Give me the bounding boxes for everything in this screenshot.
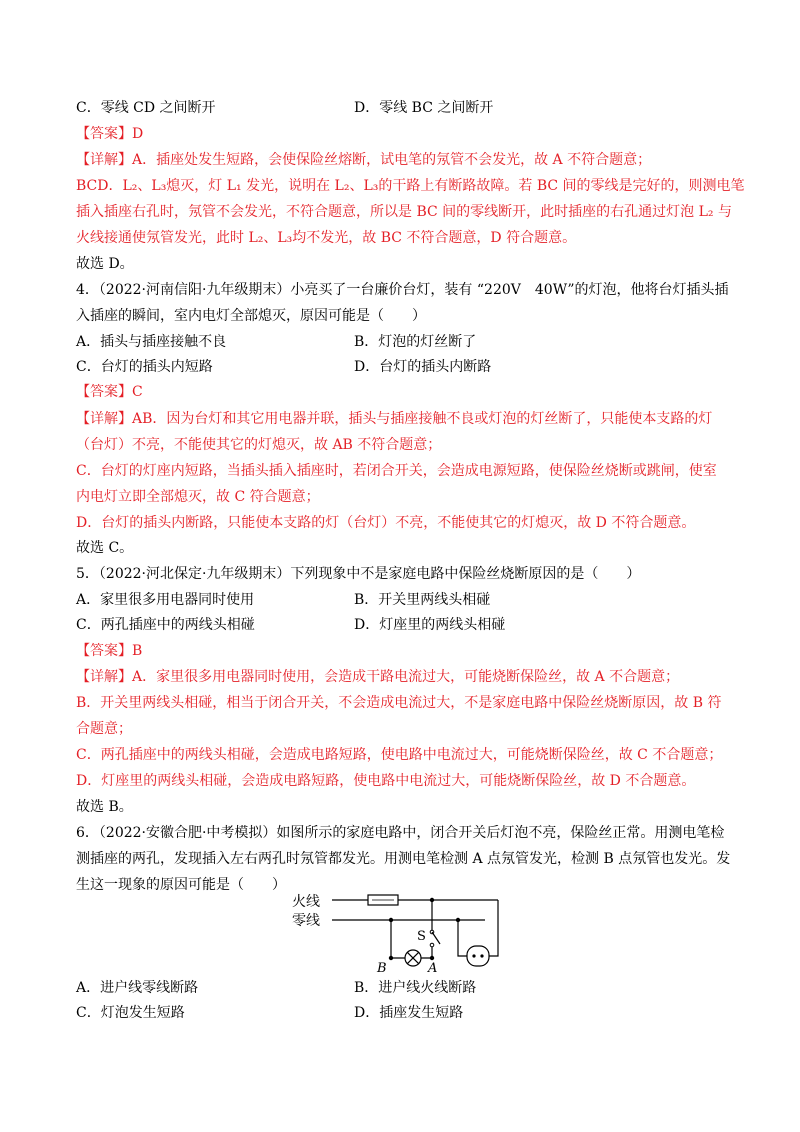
q4-explanation-line: 内电灯立即全部熄灭，故 C 符合题意； [76, 489, 320, 505]
q5-stem: 5．（2022·河北保定·九年级期末）下列现象中不是家庭电路中保险丝烧断原因的是（ ） [76, 566, 641, 582]
q5-conclusion: 故选 B。 [76, 799, 133, 815]
q6-stem: 6．（2022·安徽合肥·中考模拟）如图所示的家庭电路中，闭合开关后灯泡不亮，保险丝正常。用测电笔检 [76, 825, 725, 841]
q4-option-d: D．台灯的插头内断路 [354, 359, 492, 375]
q6-option-d: D．插座发生短路 [354, 1005, 464, 1021]
q6-option-c: C．灯泡发生短路 [76, 1005, 185, 1021]
point-a-label: A [428, 961, 438, 976]
q4-option-b: B．灯泡的灯丝断了 [354, 334, 477, 350]
q3-explanation-line: BCD．L₂、L₃熄灭，灯 L₁ 发光，说明在 L₂、L₃的干路上有断路故障。若 BC 间的零线是完好的，则测电笔 [76, 178, 745, 194]
q5-option-c: C．两孔插座中的两线头相碰 [76, 617, 255, 633]
q4-option-c: C．台灯的插头内短路 [76, 359, 213, 375]
q5-option-a: A．家里很多用电器同时使用 [76, 592, 255, 608]
q4-option-a: A．插头与插座接触不良 [76, 334, 227, 350]
lamp-branch-wire [391, 920, 405, 958]
switch-icon [430, 900, 440, 947]
q4-conclusion: 故选 C。 [76, 540, 134, 556]
q5-answer: 【答案】B [76, 643, 143, 659]
q6-option-b: B．进户线火线断路 [354, 980, 477, 996]
lamp-branch-wire [421, 946, 432, 958]
q3-explanation-line: 插入插座右孔时，氖管不会发光，不符合题意，所以是 BC 间的零线断开，此时插座的右孔通过灯泡 L₂ 与 [76, 204, 732, 220]
q5-explanation-line: D．灯座里的两线头相碰，会造成电路短路，使电路中电流过大，可能烧断保险丝，故 D 不合题意。 [76, 773, 696, 789]
q5-explanation-line: B．开关里两线头相碰，相当于闭合开关，不会造成电流过大，不是家庭电路中保险丝烧断原因，故 B 符 [76, 695, 722, 711]
point-b-label: B [377, 961, 387, 976]
q3-conclusion: 故选 D。 [76, 256, 134, 272]
circuit-diagram [290, 888, 530, 978]
switch-label: S [417, 929, 426, 944]
q3-explanation-line: 【详解】A．插座处发生短路，会使保险丝熔断，试电笔的氖管不会发光，故 A 不符合题意； [76, 152, 652, 168]
point-a-dot [430, 956, 434, 960]
q3-answer: 【答案】D [76, 126, 144, 142]
socket-branch-wire [488, 900, 498, 956]
q4-answer: 【答案】C [76, 384, 143, 400]
q4-explanation-line: D．台灯的插头内断路，只能使本支路的灯（台灯）不亮，不能使其它的灯熄灭，故 D 不符合题意。 [76, 515, 696, 531]
neutral-wire-label: 零线 [292, 913, 320, 929]
q4-stem: 入插座的瞬间，室内电灯全部熄灭，原因可能是（ ） [76, 308, 426, 324]
q6-stem: 生这一现象的原因可能是（ ） [76, 877, 286, 893]
q6-option-a: A．进户线零线断路 [76, 980, 199, 996]
q5-explanation-line: C．两孔插座中的两线头相碰，会造成电路短路，使电路中电流过大，可能烧断保险丝，故 C 不合题意； [76, 747, 723, 763]
q4-explanation-line: （台灯）不亮，不能使其它的灯熄灭，故 AB 不符合题意； [76, 437, 442, 453]
q3-option-d: D．零线 BC 之间断开 [354, 100, 494, 116]
q5-option-d: D．灯座里的两线头相碰 [354, 617, 506, 633]
q5-option-b: B．开关里两线头相碰 [354, 592, 491, 608]
q4-explanation-line: 【详解】AB．因为台灯和其它用电器并联，插头与插座接触不良或灯泡的灯丝断了，只能使本支路的灯 [76, 411, 713, 427]
q6-stem: 测插座的两孔，发现插入左右两孔时氖管都发光。用测电笔检测 A 点氖管发光，检测 B 点氖管也发光。发 [76, 851, 731, 867]
q3-option-c: C．零线 CD 之间断开 [76, 100, 216, 116]
socket-icon [467, 946, 489, 966]
point-b-dot [389, 956, 393, 960]
q4-stem: 4．（2022·河南信阳·九年级期末）小亮买了一台廉价台灯，装有 “220V 40W”的灯泡，他将台灯插头插 [76, 282, 729, 298]
lamp-icon [405, 950, 421, 966]
q3-explanation-line: 火线接通使氖管发光，此时 L₂、L₃均不发光，故 BC 不符合题意，D 符合题意。 [76, 230, 577, 246]
junction-dot [456, 918, 460, 922]
q5-explanation-line: 合题意； [76, 721, 132, 737]
q5-explanation-line: 【详解】A．家里很多用电器同时使用，会造成干路电流过大，可能烧断保险丝，故 A 不合题意； [76, 669, 680, 685]
live-wire-label: 火线 [292, 894, 320, 910]
socket-branch-wire [458, 920, 468, 956]
q4-explanation-line: C．台灯的灯座内短路，当插头插入插座时，若闭合开关，会造成电源短路，使保险丝烧断或跳闸，使室 [76, 463, 717, 479]
